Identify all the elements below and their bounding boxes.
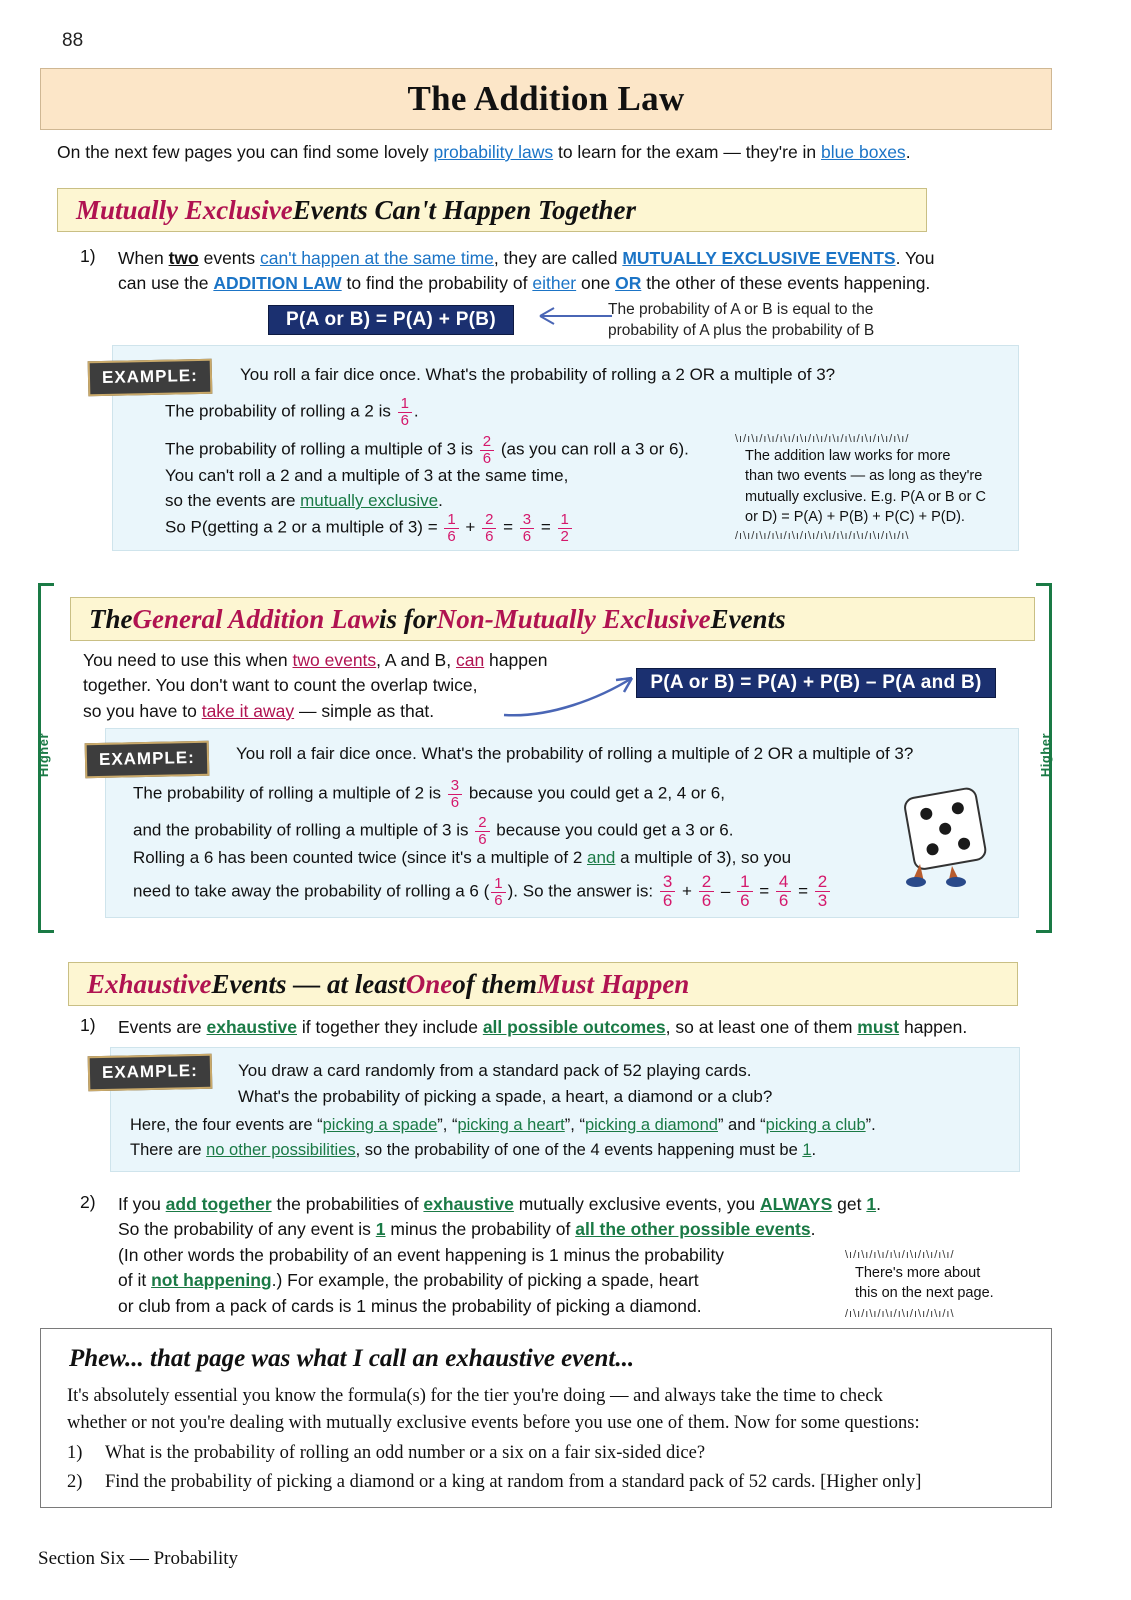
s3-word-must: must	[857, 1017, 900, 1037]
s1-t2: events	[198, 248, 261, 268]
ex2-l3b: a multiple of 3), so you	[615, 848, 792, 867]
tip1-line2: than two events — as long as they're	[745, 468, 983, 485]
s2-t3: happen	[484, 650, 548, 670]
fraction-1-6-a: $\frac{1}{6}$	[398, 396, 412, 429]
ex3-a2b: , so the probability of one of the 4 events happening must be	[355, 1140, 803, 1159]
ex2-l4a: need to take away the probability of rolling a 6 (	[133, 881, 490, 901]
fraction-result-4-6: $\frac{4}{6}$	[776, 873, 791, 910]
s2-t1: You need to use this when	[83, 650, 293, 670]
section1-heading-part2: Events Can't Happen Together	[292, 194, 637, 225]
fraction-1-2: $\frac{1}{2}$	[558, 512, 572, 545]
s3b-t9: of it	[118, 1270, 152, 1291]
fraction-3-6: $\frac{3}{6}$	[520, 512, 534, 545]
page-title-banner	[40, 68, 1052, 130]
ex2-eq1: =	[754, 881, 774, 901]
summary-q1-number: 1)	[67, 1443, 83, 1463]
s1-t4: . You	[895, 248, 935, 268]
ex1-l2a: The probability of rolling a multiple of 3 is	[165, 439, 478, 459]
ex2-l3a: Rolling a 6 has been counted twice (since it's a multiple of 2	[133, 848, 587, 867]
example-tag-2: EXAMPLE:	[85, 741, 210, 779]
tip2-line1: There's more about	[855, 1265, 981, 1281]
s1-word-or: OR	[615, 273, 642, 294]
s3b-add-together: add together	[165, 1194, 272, 1214]
intro-text-3: .	[905, 142, 911, 162]
example1-line1	[165, 396, 765, 429]
example1-line3: You can't roll a 2 and a multiple of 3 at the same time,	[165, 466, 569, 485]
intro-paragraph	[57, 142, 1057, 163]
formula-note-1	[608, 300, 928, 342]
s3-word-exhaustive: exhaustive	[206, 1017, 297, 1037]
fraction-2-6-a: $\frac{2}{6}$	[480, 434, 494, 467]
ex3-picking-club: picking a club	[765, 1116, 866, 1134]
ex3-picking-diamond: picking a diamond	[584, 1116, 718, 1134]
section-heading-general-addition-law	[70, 597, 1035, 641]
formula-note-line2: probability of A plus the probability of B	[608, 321, 875, 339]
s3-t1: Events are	[118, 1017, 207, 1037]
arrow-to-formula-2	[500, 660, 640, 720]
s1-t1: When	[118, 248, 169, 268]
summary-text	[67, 1383, 1027, 1437]
page-footer: Section Six — Probability	[38, 1548, 239, 1569]
s3b-one-a: 1	[866, 1194, 877, 1214]
ex1-l5a: So P(getting a 2 or a multiple of 3) =	[165, 517, 443, 537]
example2-line2	[133, 815, 873, 848]
s3-head-b: Events — at least	[211, 968, 406, 999]
ex1-l4a: so the events are	[165, 491, 301, 510]
ex3-q2: What's the probability of picking a spade, a heart, a diamond or a club?	[238, 1086, 773, 1106]
s2-head-d: Non-Mutually Exclusive	[436, 603, 711, 634]
ex3-picking-spade: picking a spade	[322, 1116, 438, 1134]
example-tag-3: EXAMPLE:	[88, 1054, 213, 1092]
example2-line1	[133, 778, 873, 811]
intro-text-1: On the next few pages you can find some lovely	[57, 142, 434, 162]
s2-head-e: Events	[710, 603, 786, 634]
ex3-a1a: Here, the four events are “	[130, 1116, 323, 1134]
s2-head-b: General Addition Law	[132, 603, 380, 634]
ex3-picking-heart: picking a heart	[457, 1116, 565, 1134]
s2-head-c: is for	[379, 603, 437, 634]
s1-t5: can use the	[118, 273, 214, 294]
formula-general-addition-law: P(A or B) = P(A) + P(B) – P(A and B)	[636, 668, 996, 698]
ex1-eq1: =	[498, 517, 518, 537]
summary-q2-number: 2)	[67, 1472, 83, 1492]
s1-t8: the other of these events happening.	[641, 273, 931, 294]
ex2-l2b: because you could get a 3 or 6.	[491, 820, 734, 840]
ex2-word-and: and	[587, 848, 616, 867]
s1-t7: one	[576, 273, 616, 294]
s3b-line3: (In other words the probability of an event happening is 1 minus the probability	[118, 1244, 725, 1265]
list-number-3-1: 1)	[80, 1015, 96, 1035]
ex2-l2a: and the probability of rolling a multiple of 3 is	[133, 820, 474, 840]
s2-t5: — simple as that.	[294, 700, 435, 721]
s3b-not-happening: not happening	[151, 1270, 272, 1291]
s2-t4: so you have to	[83, 700, 202, 721]
list-number-1-1: 1)	[80, 246, 96, 266]
ex3-a1e: ”.	[865, 1116, 876, 1134]
s1-word-either: either	[532, 273, 577, 294]
formula-addition-law: P(A or B) = P(A) + P(B)	[268, 305, 514, 335]
section3-item1	[118, 1015, 1048, 1040]
s3-t3: , so at least one of them	[665, 1017, 858, 1037]
fraction-1-6-b: $\frac{1}{6}$	[444, 512, 458, 545]
s2-t2: , A and B,	[376, 650, 456, 670]
arrow-to-formula-1	[524, 303, 614, 337]
summary-text-line2: whether or not you're dealing with mutually exclusive events before you use one of them. Now for some questions:	[67, 1412, 920, 1433]
jagged-top-2: \ı/ı\ı/ı\ı/ı\ı/ı\ı/ı\ı/ı\ı/	[845, 1249, 955, 1260]
s1-phrase-cant-happen: can't happen at the same time	[260, 248, 494, 268]
s2-phrase-two-events: two events	[292, 650, 377, 670]
example2-line3	[133, 845, 893, 871]
s1-t6: to find the probability of	[341, 273, 533, 294]
example1-line2	[165, 434, 765, 467]
tip1-line3: mutually exclusive. E.g. P(A or B or C	[745, 488, 986, 505]
s3b-always: ALWAYS	[759, 1194, 833, 1214]
example-tag-1: EXAMPLE:	[88, 359, 213, 397]
example2-question: You roll a fair dice once. What's the probability of rolling a multiple of 2 OR a multiple of 3?	[236, 744, 914, 763]
section1-heading-part1: Mutually Exclusive	[76, 194, 293, 225]
list-number-3-2: 2)	[80, 1192, 96, 1212]
ex1-l1b: .	[413, 401, 419, 421]
ex2-l4b: ). So the answer is:	[507, 881, 658, 901]
s3b-t7: minus the probability of	[385, 1219, 576, 1240]
s3b-t10: .) For example, the probability of picking a spade, heart	[271, 1270, 699, 1291]
fraction-result-2-3: $\frac{2}{3}$	[815, 873, 830, 910]
s3-head-e: Must Happen	[537, 968, 690, 999]
s2-line2: together. You don't want to count the overlap twice,	[83, 675, 478, 696]
example1-line5	[165, 512, 574, 545]
page-number: 88	[62, 30, 84, 51]
s1-term-mutually-exclusive-events: MUTUALLY EXCLUSIVE EVENTS	[622, 248, 896, 268]
s3b-t4: get	[832, 1194, 867, 1214]
intro-text-2: to learn for the exam — they're in	[553, 142, 822, 162]
tip-bubble-2	[845, 1248, 1030, 1319]
ex2-plus: +	[677, 881, 697, 901]
s3b-one-b: 1	[375, 1219, 386, 1240]
fraction-result-3-6: $\frac{3}{6}$	[660, 873, 675, 910]
ex3-no-other-possibilities: no other possibilities	[206, 1140, 356, 1159]
s2-phrase-take-it-away: take it away	[201, 700, 295, 721]
ex1-link-mutually-exclusive: mutually exclusive	[300, 491, 439, 510]
s1-t3: , they are called	[493, 248, 623, 268]
tip1-line4: or D) = P(A) + P(B) + P(C) + P(D).	[745, 508, 965, 525]
s2-word-can: can	[455, 650, 485, 670]
ex2-eq2: =	[793, 881, 813, 901]
section1-paragraph	[118, 246, 1028, 297]
s3b-t2: the probabilities of	[271, 1194, 424, 1214]
fraction-result-1-6: $\frac{1}{6}$	[737, 873, 752, 910]
example1-line4	[165, 488, 443, 514]
summary-text-line1: It's absolutely essential you know the formula(s) for the tier you're doing — and always take the time to check	[67, 1386, 883, 1406]
s3-head-d: of them	[452, 968, 538, 999]
tip1-line1: The addition law works for more	[745, 448, 951, 464]
s3b-exhaustive: exhaustive	[423, 1194, 514, 1214]
tip2-line2: this on the next page.	[855, 1285, 994, 1302]
section-heading-mutually-exclusive	[57, 188, 927, 232]
example2-line4	[133, 873, 893, 910]
higher-label-right: Higher	[1038, 733, 1053, 778]
ex2-l1a: The probability of rolling a multiple of 2 is	[133, 783, 446, 803]
summary-q1: What is the probability of rolling an odd number or a six on a fair six-sided dice?	[105, 1443, 706, 1463]
s2-head-a: The	[89, 603, 133, 634]
example3-answer	[130, 1113, 1010, 1163]
s3-phrase-all-outcomes: all possible outcomes	[482, 1017, 666, 1037]
link-probability-laws: probability laws	[433, 142, 554, 162]
ex1-plus: +	[460, 517, 481, 537]
s3-t2: if together they include	[297, 1017, 483, 1037]
jagged-top-1: \ı/ı\ı/ı\ı/ı\ı/ı\ı/ı\ı/ı\ı/ı\ı/ı\ı/ı\ı/ı\ı/	[735, 433, 910, 444]
section-heading-exhaustive	[68, 962, 1018, 1006]
page-title: The Addition Law	[407, 79, 685, 118]
s3b-t8: .	[810, 1219, 816, 1240]
example3-question	[238, 1058, 998, 1109]
summary-q2: Find the probability of picking a diamond or a king at random from a standard pack of 52 cards. [Higher only]	[105, 1472, 922, 1492]
s3b-line5: or club from a pack of cards is 1 minus the probability of picking a diamond.	[118, 1295, 702, 1316]
ex3-value-one: 1	[802, 1140, 812, 1159]
s1-term-addition-law: ADDITION LAW	[213, 273, 342, 294]
ex1-l4b: .	[438, 491, 443, 510]
fraction-2-6-b: $\frac{2}{6}$	[482, 512, 496, 545]
ex2-l1b: because you could get a 2, 4 or 6,	[464, 783, 725, 803]
ex3-a1d: ” and “	[717, 1116, 766, 1134]
tip-bubble-1	[735, 432, 1015, 541]
jagged-bottom-2: /ı\ı/ı\ı/ı\ı/ı\ı/ı\ı/ı\ı/ı\	[845, 1307, 955, 1319]
ex3-a2c: .	[811, 1140, 817, 1159]
ex3-a2a: There are	[130, 1140, 207, 1159]
s3b-all-other-events: all the other possible events	[575, 1219, 811, 1240]
ex3-q1: You draw a card randomly from a standard pack of 52 playing cards.	[238, 1061, 752, 1080]
fraction-3-6-a: $\frac{3}{6}$	[448, 778, 462, 811]
summary-box	[40, 1328, 1052, 1508]
ex3-a1b: ”, “	[437, 1116, 458, 1134]
s3-t4: happen.	[899, 1017, 968, 1037]
ex2-minus: –	[716, 881, 736, 901]
dice-illustration	[890, 778, 1010, 888]
fraction-1-6-c: $\frac{1}{6}$	[491, 876, 505, 909]
link-blue-boxes: blue boxes	[821, 142, 906, 162]
s3b-t6: So the probability of any event is	[118, 1219, 376, 1240]
ex1-eq2: =	[536, 517, 556, 537]
example1-question: You roll a fair dice once. What's the probability of rolling a 2 OR a multiple of 3?	[240, 365, 836, 384]
ex1-l2b: (as you can roll a 3 or 6).	[496, 439, 689, 459]
s1-word-two: two	[168, 248, 199, 268]
jagged-bottom-1: /ı\ı/ı\ı/ı\ı/ı\ı/ı\ı/ı\ı/ı\ı/ı\ı/ı\ı/ı\ı/ı\	[735, 530, 910, 542]
fraction-result-2-6: $\frac{2}{6}$	[699, 873, 714, 910]
summary-title: Phew... that page was what I call an exhaustive event...	[69, 1345, 635, 1372]
ex1-l1a: The probability of rolling a 2 is	[165, 401, 396, 421]
s3-head-c: One	[405, 968, 453, 999]
s3-head-a: Exhaustive	[87, 968, 212, 999]
formula-note-line1: The probability of A or B is equal to the	[608, 301, 874, 318]
s3b-t5: .	[876, 1194, 881, 1214]
fraction-2-6-c: $\frac{2}{6}$	[475, 815, 489, 848]
s3b-t1: If you	[118, 1194, 166, 1214]
higher-label-left: Higher	[36, 733, 51, 778]
ex3-a1c: ”, “	[564, 1116, 585, 1134]
s3b-t3: mutually exclusive events, you	[513, 1194, 760, 1214]
